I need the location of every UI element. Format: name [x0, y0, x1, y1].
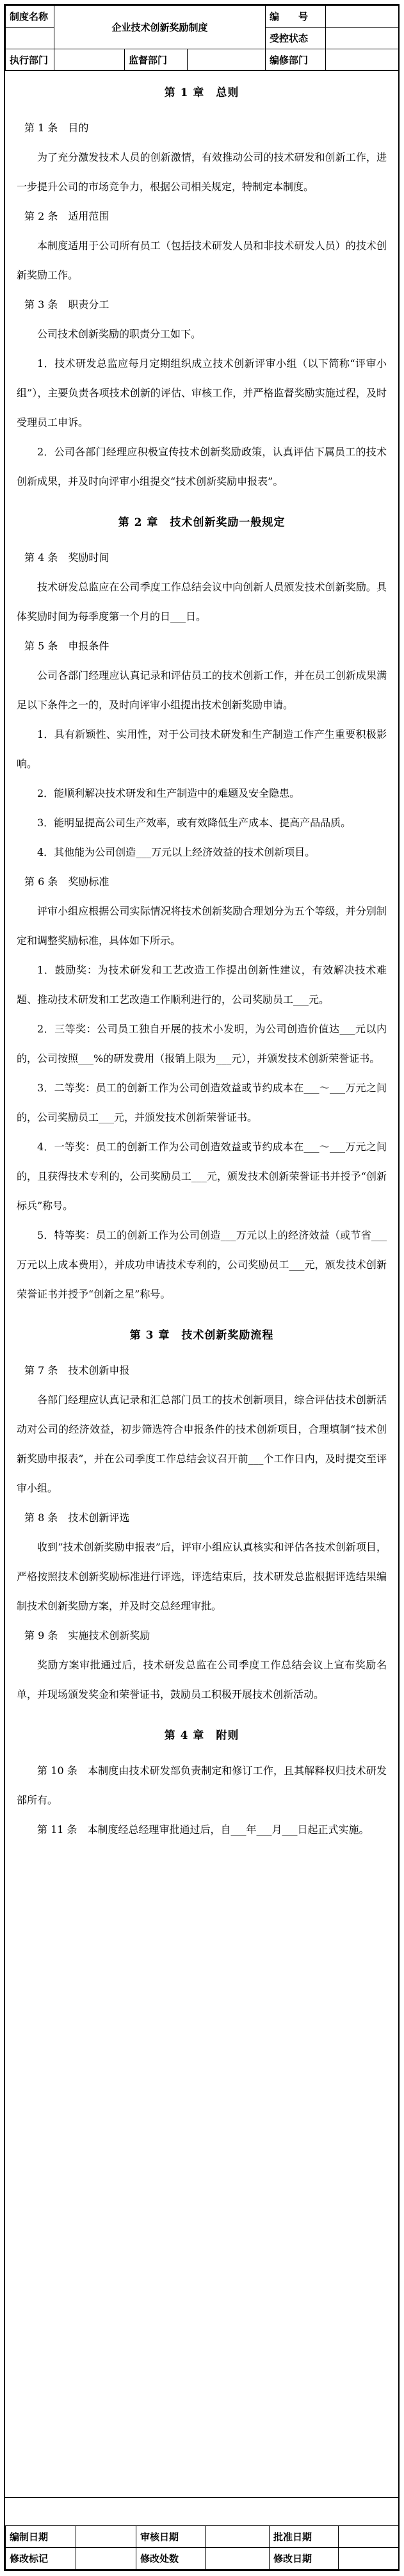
- article-paragraph: 5．特等奖：员工的创新工作为公司创造___万元以上的经济效益（或节省___万元以上成本费用），并成功申请技术专利的，公司奖励员工___元，颁发技术创新荣誉证书并授予“创新之星”称号。: [17, 1229, 387, 1300]
- revision-mark-label: 修改标记: [6, 2548, 76, 2570]
- number-value: [326, 6, 399, 28]
- revision-mark-value: [76, 2548, 136, 2570]
- article-paragraph: 为了充分激发技术人员的创新激情，有效推动公司的技术研发和创新工作，进一步提升公司的市场竞争力，根据公司相关规定，特制定本制度。: [17, 151, 387, 193]
- article-paragraph: 各部门经理应认真记录和汇总部门员工的技术创新项目，综合评估技术创新活动对公司的经济效益，初步筛选符合申报条件的技术创新项目，合理填制“技术创新奖励申报表”，并在公司季度工作总结会议召开前___个工作日内，及时提交至评审小组。: [17, 1394, 387, 1494]
- control-status-value: [326, 28, 399, 49]
- article-paragraph: 1．鼓励奖：为技术研发和工艺改造工作提出创新性建议，有效解决技术难题、推动技术研发和工艺改造工作顺利进行的，公司奖励员工___元。: [17, 964, 387, 1006]
- article-paragraph: 3．二等奖：员工的创新工作为公司创造效益或节约成本在___～___万元之间的，公司奖励员工___元，并颁发技术创新荣誉证书。: [17, 1082, 387, 1123]
- document-page: [4, 4, 400, 2571]
- article-paragraph: 2．公司各部门经理应积极宣传技术创新奖励政策，认真评估下属员工的技术创新成果，并及时向评审小组提交“技术创新奖励申报表”。: [17, 446, 387, 487]
- article-paragraph: 1．技术研发总监应每月定期组织成立技术创新评审小组（以下简称“评审小组”），主要负责各项技术创新的评估、审核工作，并严格监督奖励实施过程，及时受理员工申诉。: [17, 357, 387, 428]
- article-heading: 第 2 条 适用范围: [24, 210, 109, 222]
- edit-dept-value: [326, 49, 399, 71]
- article-paragraph: 公司技术创新奖励的职责分工如下。: [37, 328, 202, 340]
- article-paragraph: 奖励方案审批通过后，技术研发总监在公司季度工作总结会议上宣布奖励名单，并现场颁发奖金和荣誉证书，鼓励员工积极开展技术创新活动。: [17, 1659, 387, 1700]
- review-date-label: 审核日期: [136, 2526, 206, 2548]
- article-paragraph: 3．能明显提高公司生产效率，或有效降低生产成本、提高产品品质。: [37, 817, 351, 829]
- number-label: 编 号: [266, 6, 326, 28]
- article-paragraph: 2．三等奖：公司员工独自开展的技术小发明，为公司创造价值达___元以内的，公司按照___%的研发费用（报销上限为___元），并颁发技术创新荣誉证书。: [17, 1023, 387, 1064]
- article-paragraph: 本制度适用于公司所有员工（包括技术研发人员和非技术研发人员）的技术创新奖励工作。: [17, 240, 387, 281]
- article-paragraph: 技术研发总监应在公司季度工作总结会议中向创新人员颁发技术创新奖励。具体奖励时间为每季度第一个月的日___日。: [17, 581, 387, 623]
- supervise-dept-value: [188, 49, 266, 71]
- article-heading: 第 1 条 目的: [24, 122, 89, 134]
- article-heading: 第 5 条 申报条件: [24, 640, 109, 652]
- approve-date-label: 批准日期: [270, 2526, 339, 2548]
- article-paragraph: 收到“技术创新奖励申报表”后，评审小组应认真核实和评估各技术创新项目，严格按照技术创新奖励标准进行评选，评选结束后，技术研发总监根据评选结果编制技术创新奖励方案，并及时交总经理审批。: [17, 1541, 387, 1612]
- review-date-value: [206, 2526, 270, 2548]
- system-name-label: 制度名称: [6, 6, 54, 28]
- article-heading: 第 4 条 奖励时间: [24, 551, 109, 564]
- article-heading: 第 9 条 实施技术创新奖励: [24, 1629, 150, 1642]
- system-name-blank: [6, 28, 54, 49]
- chapter-title: 第 4 章 附则: [164, 1729, 239, 1742]
- revision-count-label: 修改处数: [136, 2548, 206, 2570]
- chapters-container: [5, 83, 398, 1845]
- article-paragraph: 公司各部门经理应认真记录和评估员工的技术创新工作，并在员工创新成果满足以下条件之一的，及时向评审小组提出技术创新奖励申请。: [17, 669, 387, 711]
- approve-date-value: [339, 2526, 399, 2548]
- chapter-title: 第 1 章 总则: [164, 86, 239, 99]
- revision-date-value: [339, 2548, 399, 2570]
- exec-dept-value: [54, 49, 125, 71]
- edit-dept-label: 编修部门: [266, 49, 326, 71]
- article-paragraph: 评审小组应根据公司实际情况将技术创新奖励合理划分为五个等级，并分别制定和调整奖励标准，具体如下所示。: [17, 905, 387, 947]
- revision-date-label: 修改日期: [270, 2548, 339, 2570]
- article-paragraph: 4．一等奖：员工的创新工作为公司创造效益或节约成本在___～___万元之间的，且获得技术专利的，公司奖励员工___元，颁发技术创新荣誉证书并授予“创新标兵”称号。: [17, 1141, 387, 1212]
- revision-count-value: [206, 2548, 270, 2570]
- exec-dept-label: 执行部门: [6, 49, 54, 71]
- chapter-title: 第 3 章 技术创新奖励流程: [129, 1329, 274, 1342]
- article-paragraph: 2．能顺利解决技术研发和生产制造中的难题及安全隐患。: [37, 787, 300, 799]
- system-title: 企业技术创新奖励制度: [54, 6, 266, 49]
- control-status-label: 受控状态: [266, 28, 326, 49]
- article-heading: 第 3 条 职责分工: [24, 298, 109, 311]
- edit-date-label: 编制日期: [6, 2526, 76, 2548]
- header-table: [5, 5, 399, 71]
- article-heading: 第 8 条 技术创新评选: [24, 1512, 130, 1524]
- article-heading: 第 6 条 奖励标准: [24, 876, 109, 888]
- article-heading: 第 7 条 技术创新申报: [24, 1364, 130, 1376]
- chapter-title: 第 2 章 技术创新奖励一般规定: [118, 516, 286, 529]
- edit-date-value: [76, 2526, 136, 2548]
- supervise-dept-label: 监督部门: [125, 49, 188, 71]
- article-paragraph: 4．其他能为公司创造___万元以上经济效益的技术创新项目。: [37, 846, 316, 858]
- footer-table: [5, 2525, 399, 2570]
- article-paragraph: 1．具有新颖性、实用性，对于公司技术研发和生产制造工作产生重要积极影响。: [17, 728, 387, 770]
- document-body: [5, 70, 398, 2498]
- article-paragraph: 第 11 条 本制度经总经理审批通过后，自___年___月___日起正式实施。: [37, 1823, 369, 1836]
- article-paragraph: 第 10 条 本制度由技术研发部负责制定和修订工作，且其解释权归技术研发部所有。: [17, 1765, 387, 1806]
